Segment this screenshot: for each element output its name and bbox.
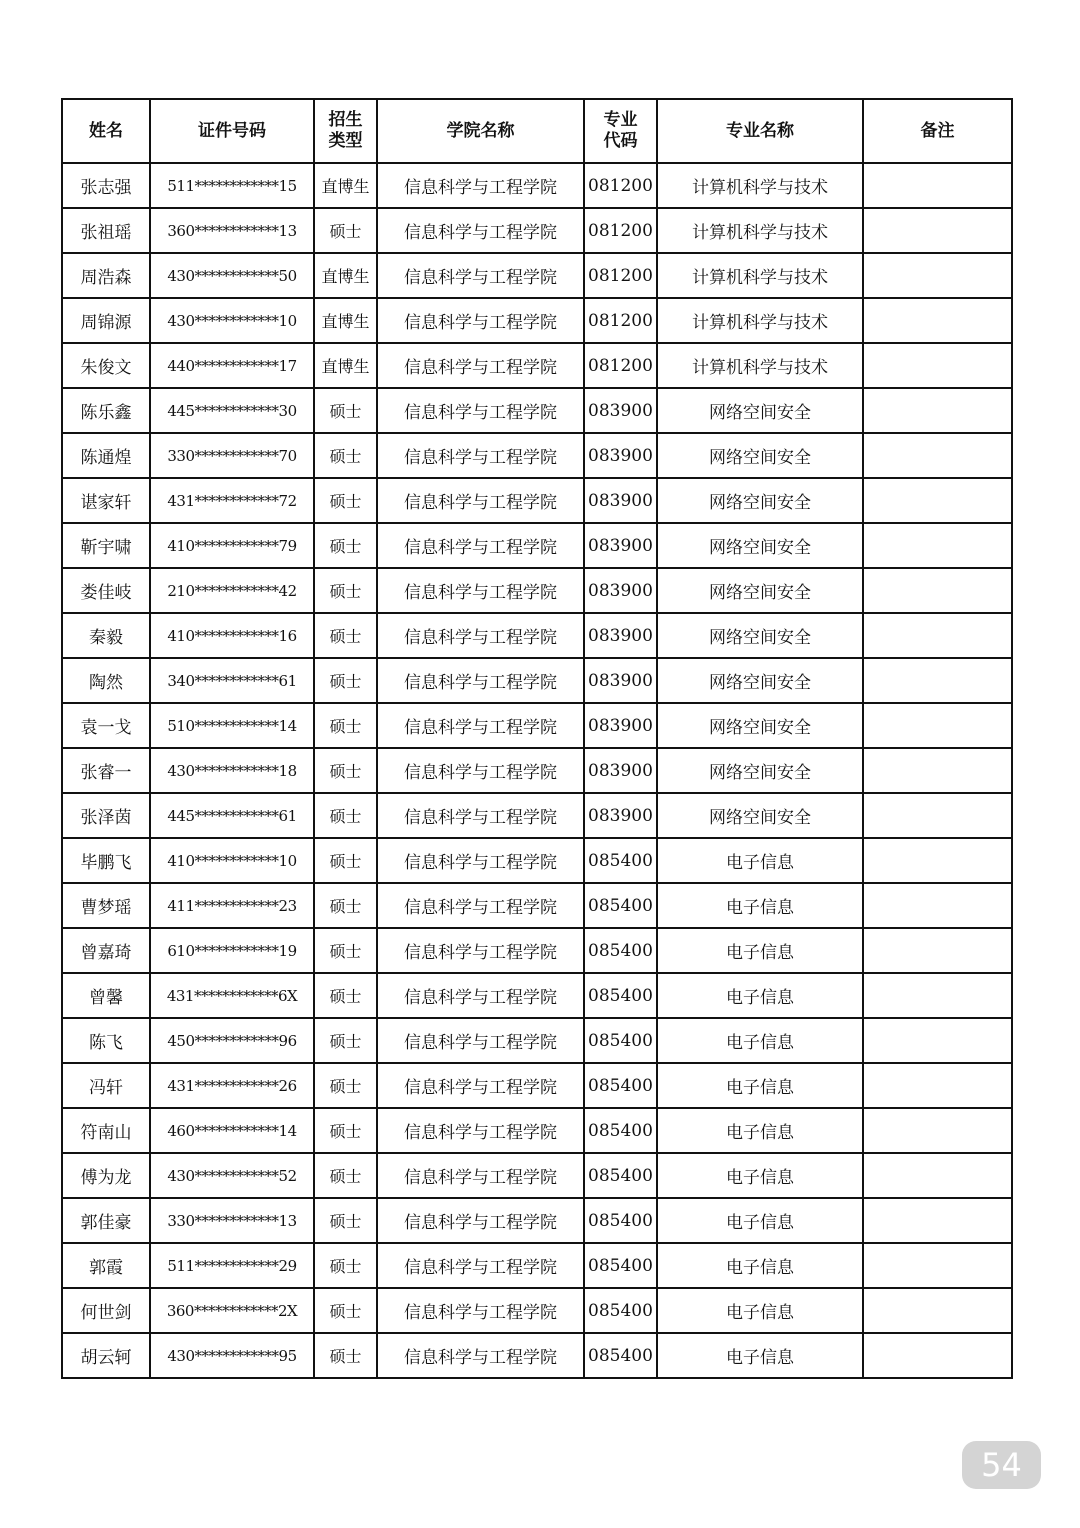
cell-code: 083900: [584, 658, 657, 703]
cell-name: 陈飞: [62, 1018, 150, 1063]
cell-type: 硕士: [314, 1153, 377, 1198]
cell-name: 曾嘉琦: [62, 928, 150, 973]
cell-code: 081200: [584, 208, 657, 253]
cell-code: 081200: [584, 343, 657, 388]
cell-code: 085400: [584, 1153, 657, 1198]
cell-name: 冯轩: [62, 1063, 150, 1108]
cell-id: 460************14: [150, 1108, 314, 1153]
cell-remark: [863, 478, 1012, 523]
cell-major: 电子信息: [657, 1153, 863, 1198]
cell-code: 083900: [584, 793, 657, 838]
cell-name: 秦毅: [62, 613, 150, 658]
column-header-code-line: 代码: [603, 131, 638, 151]
cell-id: 430************52: [150, 1153, 314, 1198]
cell-college: 信息科学与工程学院: [377, 1063, 584, 1108]
cell-major: 电子信息: [657, 1288, 863, 1333]
cell-type: 直博生: [314, 253, 377, 298]
cell-code: 085400: [584, 838, 657, 883]
cell-college: 信息科学与工程学院: [377, 163, 584, 208]
cell-name: 娄佳岐: [62, 568, 150, 613]
cell-id: 445************30: [150, 388, 314, 433]
cell-name: 傅为龙: [62, 1153, 150, 1198]
column-header-code: [584, 99, 657, 163]
column-header-major-line: 专业名称: [726, 120, 794, 141]
cell-major: 网络空间安全: [657, 658, 863, 703]
column-header-id: [150, 99, 314, 163]
cell-id: 340************61: [150, 658, 314, 703]
table-row: [62, 208, 1012, 253]
cell-college: 信息科学与工程学院: [377, 298, 584, 343]
cell-college: 信息科学与工程学院: [377, 883, 584, 928]
cell-code: 081200: [584, 253, 657, 298]
cell-code: 083900: [584, 748, 657, 793]
cell-code: 083900: [584, 388, 657, 433]
cell-major: 电子信息: [657, 1018, 863, 1063]
cell-college: 信息科学与工程学院: [377, 613, 584, 658]
cell-name: 张祖瑶: [62, 208, 150, 253]
cell-remark: [863, 1063, 1012, 1108]
column-header-type-line: 类型: [328, 131, 363, 151]
cell-remark: [863, 298, 1012, 343]
cell-college: 信息科学与工程学院: [377, 208, 584, 253]
column-header-type-line: 招生: [328, 110, 363, 130]
cell-type: 硕士: [314, 838, 377, 883]
cell-college: 信息科学与工程学院: [377, 838, 584, 883]
cell-id: 450************96: [150, 1018, 314, 1063]
table-row: [62, 703, 1012, 748]
cell-code: 085400: [584, 1063, 657, 1108]
cell-type: 硕士: [314, 1243, 377, 1288]
column-header-id-line: 证件号码: [198, 120, 266, 141]
cell-id: 440************17: [150, 343, 314, 388]
table-row: [62, 1243, 1012, 1288]
cell-remark: [863, 748, 1012, 793]
cell-remark: [863, 433, 1012, 478]
cell-college: 信息科学与工程学院: [377, 478, 584, 523]
cell-major: 计算机科学与技术: [657, 208, 863, 253]
table-row: [62, 433, 1012, 478]
page-number-badge: 54: [962, 1441, 1041, 1489]
cell-id: 431************72: [150, 478, 314, 523]
table-row: [62, 568, 1012, 613]
cell-college: 信息科学与工程学院: [377, 793, 584, 838]
cell-remark: [863, 1018, 1012, 1063]
cell-college: 信息科学与工程学院: [377, 343, 584, 388]
cell-id: 511************15: [150, 163, 314, 208]
cell-college: 信息科学与工程学院: [377, 1108, 584, 1153]
header-row: [62, 99, 1012, 163]
cell-code: 083900: [584, 433, 657, 478]
cell-major: 网络空间安全: [657, 478, 863, 523]
cell-id: 411************23: [150, 883, 314, 928]
table-body: [62, 163, 1012, 1378]
table-header: [62, 99, 1012, 163]
cell-code: 085400: [584, 1243, 657, 1288]
cell-id: 430************95: [150, 1333, 314, 1378]
cell-name: 张泽茵: [62, 793, 150, 838]
cell-major: 计算机科学与技术: [657, 343, 863, 388]
student-roster-table: [61, 98, 1013, 1379]
cell-college: 信息科学与工程学院: [377, 1333, 584, 1378]
cell-remark: [863, 163, 1012, 208]
column-header-type: [314, 99, 377, 163]
cell-name: 郭佳豪: [62, 1198, 150, 1243]
cell-major: 网络空间安全: [657, 793, 863, 838]
cell-id: 360************2X: [150, 1288, 314, 1333]
cell-major: 网络空间安全: [657, 388, 863, 433]
cell-type: 硕士: [314, 568, 377, 613]
cell-remark: [863, 343, 1012, 388]
cell-id: 431************26: [150, 1063, 314, 1108]
cell-name: 朱俊文: [62, 343, 150, 388]
cell-name: 曹梦瑶: [62, 883, 150, 928]
cell-college: 信息科学与工程学院: [377, 1288, 584, 1333]
cell-name: 靳宇啸: [62, 523, 150, 568]
cell-name: 陶然: [62, 658, 150, 703]
cell-college: 信息科学与工程学院: [377, 973, 584, 1018]
cell-code: 085400: [584, 1198, 657, 1243]
cell-major: 网络空间安全: [657, 748, 863, 793]
cell-type: 硕士: [314, 388, 377, 433]
cell-type: 硕士: [314, 703, 377, 748]
cell-major: 电子信息: [657, 1108, 863, 1153]
table-row: [62, 1153, 1012, 1198]
table-row: [62, 838, 1012, 883]
table-row: [62, 388, 1012, 433]
cell-remark: [863, 568, 1012, 613]
column-header-college-line: 学院名称: [446, 120, 515, 141]
cell-name: 胡云轲: [62, 1333, 150, 1378]
column-header-name: [62, 99, 150, 163]
table-row: [62, 973, 1012, 1018]
cell-college: 信息科学与工程学院: [377, 1198, 584, 1243]
column-header-remark-line: 备注: [920, 120, 955, 141]
cell-major: 网络空间安全: [657, 433, 863, 478]
cell-type: 硕士: [314, 1108, 377, 1153]
cell-code: 083900: [584, 568, 657, 613]
cell-id: 430************10: [150, 298, 314, 343]
cell-code: 085400: [584, 973, 657, 1018]
cell-remark: [863, 883, 1012, 928]
cell-type: 直博生: [314, 298, 377, 343]
cell-remark: [863, 523, 1012, 568]
cell-remark: [863, 1108, 1012, 1153]
cell-remark: [863, 1153, 1012, 1198]
cell-code: 083900: [584, 613, 657, 658]
cell-major: 电子信息: [657, 1333, 863, 1378]
cell-remark: [863, 928, 1012, 973]
table-row: [62, 163, 1012, 208]
cell-type: 硕士: [314, 613, 377, 658]
cell-college: 信息科学与工程学院: [377, 1018, 584, 1063]
cell-major: 电子信息: [657, 1198, 863, 1243]
table-row: [62, 298, 1012, 343]
cell-code: 081200: [584, 298, 657, 343]
cell-type: 硕士: [314, 208, 377, 253]
cell-remark: [863, 208, 1012, 253]
cell-name: 张志强: [62, 163, 150, 208]
cell-major: 网络空间安全: [657, 703, 863, 748]
cell-code: 085400: [584, 928, 657, 973]
cell-id: 360************13: [150, 208, 314, 253]
cell-college: 信息科学与工程学院: [377, 388, 584, 433]
table-row: [62, 478, 1012, 523]
cell-major: 网络空间安全: [657, 523, 863, 568]
cell-name: 张睿一: [62, 748, 150, 793]
cell-major: 电子信息: [657, 883, 863, 928]
table-row: [62, 883, 1012, 928]
cell-id: 431************6X: [150, 973, 314, 1018]
cell-type: 硕士: [314, 793, 377, 838]
table-row: [62, 523, 1012, 568]
cell-code: 085400: [584, 1288, 657, 1333]
cell-type: 硕士: [314, 658, 377, 703]
cell-college: 信息科学与工程学院: [377, 433, 584, 478]
cell-college: 信息科学与工程学院: [377, 703, 584, 748]
cell-major: 电子信息: [657, 838, 863, 883]
cell-remark: [863, 1288, 1012, 1333]
cell-id: 330************70: [150, 433, 314, 478]
cell-code: 083900: [584, 523, 657, 568]
cell-id: 210************42: [150, 568, 314, 613]
column-header-remark: [863, 99, 1012, 163]
cell-name: 何世剑: [62, 1288, 150, 1333]
cell-id: 410************10: [150, 838, 314, 883]
cell-type: 硕士: [314, 1018, 377, 1063]
cell-college: 信息科学与工程学院: [377, 928, 584, 973]
cell-major: 计算机科学与技术: [657, 163, 863, 208]
table-row: [62, 1198, 1012, 1243]
cell-type: 硕士: [314, 523, 377, 568]
cell-name: 曾馨: [62, 973, 150, 1018]
cell-remark: [863, 613, 1012, 658]
cell-id: 430************18: [150, 748, 314, 793]
table-row: [62, 658, 1012, 703]
cell-college: 信息科学与工程学院: [377, 658, 584, 703]
cell-college: 信息科学与工程学院: [377, 748, 584, 793]
table-row: [62, 1063, 1012, 1108]
cell-id: 511************29: [150, 1243, 314, 1288]
column-header-major: [657, 99, 863, 163]
cell-major: 网络空间安全: [657, 568, 863, 613]
table-row: [62, 1333, 1012, 1378]
table-row: [62, 1108, 1012, 1153]
cell-code: 083900: [584, 478, 657, 523]
cell-type: 硕士: [314, 1333, 377, 1378]
table-row: [62, 928, 1012, 973]
cell-remark: [863, 658, 1012, 703]
cell-college: 信息科学与工程学院: [377, 1243, 584, 1288]
cell-major: 电子信息: [657, 973, 863, 1018]
cell-type: 硕士: [314, 1288, 377, 1333]
cell-name: 谌家轩: [62, 478, 150, 523]
cell-major: 电子信息: [657, 928, 863, 973]
cell-id: 610************19: [150, 928, 314, 973]
cell-id: 510************14: [150, 703, 314, 748]
table-row: [62, 1288, 1012, 1333]
cell-code: 085400: [584, 883, 657, 928]
column-header-name-line: 姓名: [89, 120, 123, 141]
cell-id: 445************61: [150, 793, 314, 838]
cell-type: 硕士: [314, 433, 377, 478]
cell-name: 袁一戈: [62, 703, 150, 748]
cell-type: 硕士: [314, 973, 377, 1018]
cell-remark: [863, 253, 1012, 298]
cell-remark: [863, 388, 1012, 433]
cell-name: 陈乐鑫: [62, 388, 150, 433]
cell-code: 085400: [584, 1108, 657, 1153]
cell-type: 直博生: [314, 163, 377, 208]
cell-name: 周锦源: [62, 298, 150, 343]
cell-type: 直博生: [314, 343, 377, 388]
cell-remark: [863, 1243, 1012, 1288]
cell-major: 电子信息: [657, 1243, 863, 1288]
cell-type: 硕士: [314, 478, 377, 523]
cell-type: 硕士: [314, 748, 377, 793]
cell-name: 郭霞: [62, 1243, 150, 1288]
cell-type: 硕士: [314, 928, 377, 973]
cell-major: 计算机科学与技术: [657, 298, 863, 343]
cell-major: 电子信息: [657, 1063, 863, 1108]
table-row: [62, 253, 1012, 298]
cell-id: 410************79: [150, 523, 314, 568]
cell-major: 网络空间安全: [657, 613, 863, 658]
cell-code: 085400: [584, 1333, 657, 1378]
cell-remark: [863, 1333, 1012, 1378]
cell-remark: [863, 1198, 1012, 1243]
cell-major: 计算机科学与技术: [657, 253, 863, 298]
cell-code: 085400: [584, 1018, 657, 1063]
column-header-college: [377, 99, 584, 163]
cell-remark: [863, 793, 1012, 838]
cell-college: 信息科学与工程学院: [377, 1153, 584, 1198]
cell-remark: [863, 838, 1012, 883]
cell-remark: [863, 703, 1012, 748]
cell-remark: [863, 973, 1012, 1018]
cell-id: 430************50: [150, 253, 314, 298]
cell-type: 硕士: [314, 1198, 377, 1243]
cell-name: 毕鹏飞: [62, 838, 150, 883]
cell-college: 信息科学与工程学院: [377, 253, 584, 298]
table-row: [62, 1018, 1012, 1063]
table-row: [62, 748, 1012, 793]
cell-id: 410************16: [150, 613, 314, 658]
cell-college: 信息科学与工程学院: [377, 523, 584, 568]
table-row: [62, 343, 1012, 388]
cell-code: 083900: [584, 703, 657, 748]
cell-type: 硕士: [314, 1063, 377, 1108]
cell-name: 陈通煌: [62, 433, 150, 478]
cell-college: 信息科学与工程学院: [377, 568, 584, 613]
table-row: [62, 613, 1012, 658]
cell-type: 硕士: [314, 883, 377, 928]
cell-name: 符南山: [62, 1108, 150, 1153]
cell-name: 周浩森: [62, 253, 150, 298]
column-header-code-line: 专业: [603, 110, 638, 130]
cell-id: 330************13: [150, 1198, 314, 1243]
cell-code: 081200: [584, 163, 657, 208]
table-row: [62, 793, 1012, 838]
